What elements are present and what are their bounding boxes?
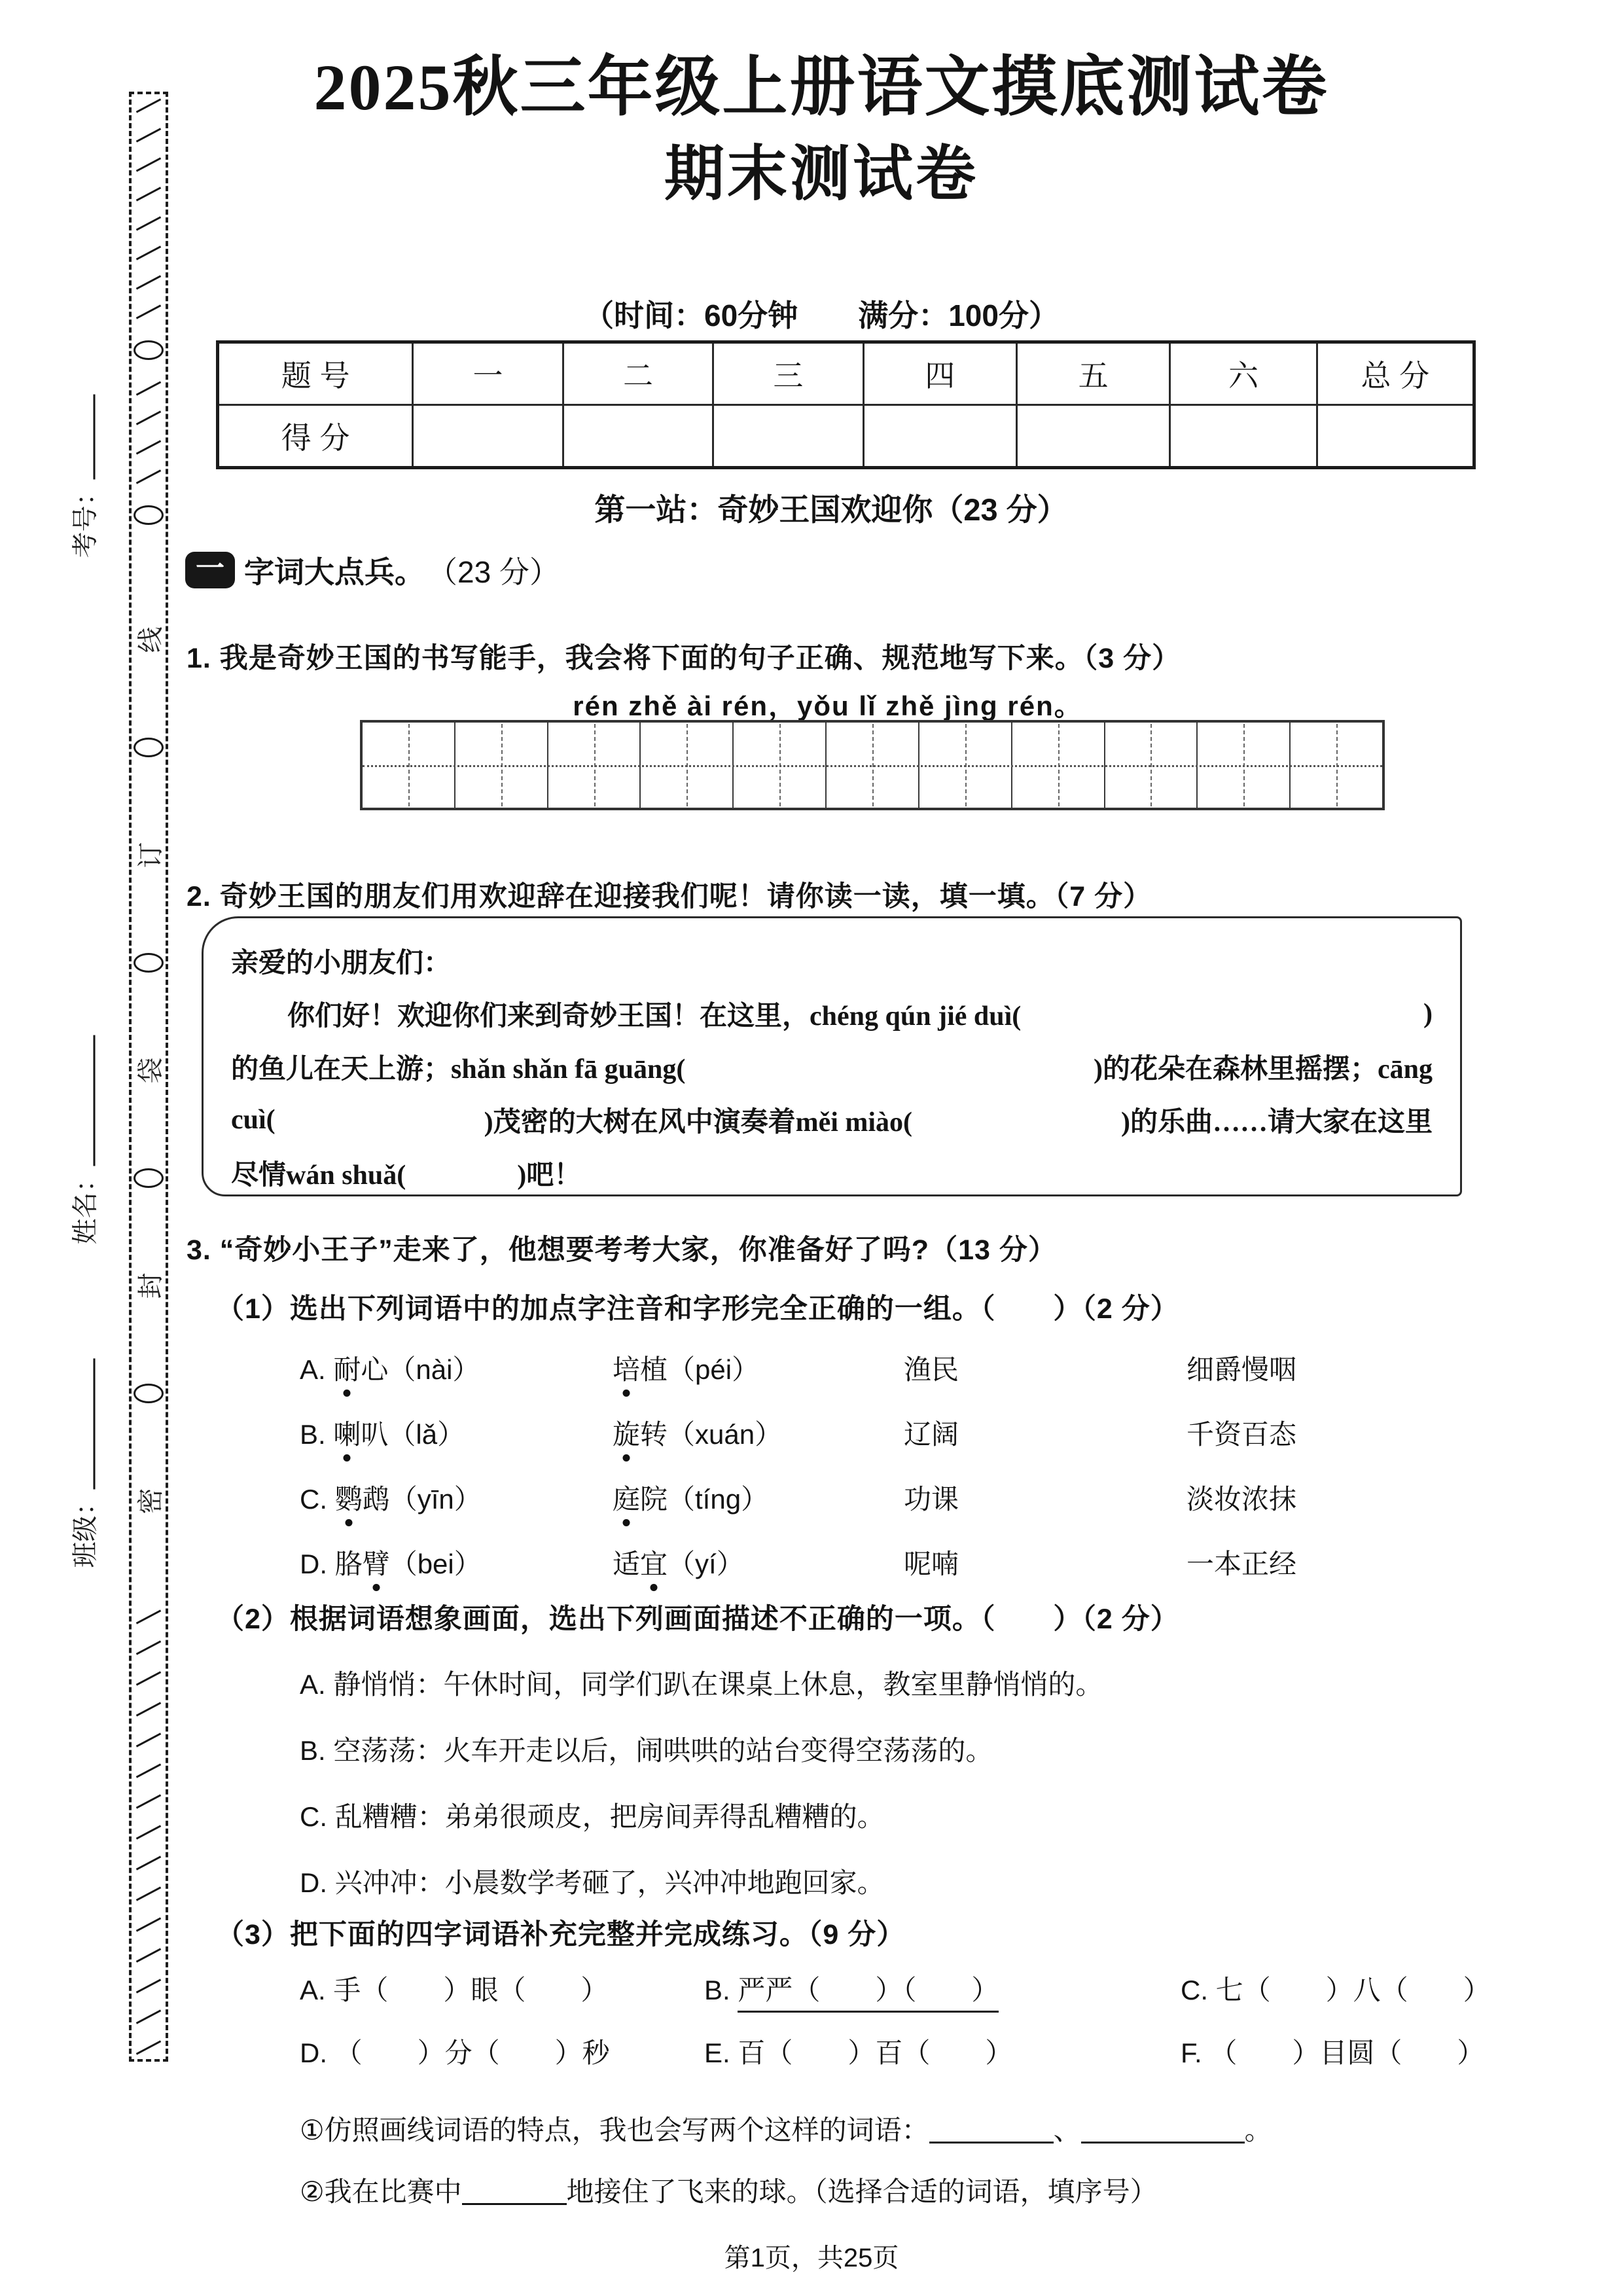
option-row[interactable]: C. 乱糟糟：弟弟很顽皮，把房间弄得乱糟糟的。: [300, 1801, 885, 1832]
section-number-badge: 一: [185, 552, 235, 588]
student-name-blank[interactable]: [86, 1035, 96, 1166]
answer-blank[interactable]: [929, 2118, 1054, 2144]
option-word: [904, 1543, 1186, 1582]
hatch-mark: [136, 1979, 161, 1993]
writing-grid[interactable]: [360, 720, 1385, 810]
score-table-header-cell: 四: [863, 342, 1016, 405]
word-text: 淡妆浓抹: [1186, 1483, 1297, 1515]
idiom-text: 七（ ）八（ ）: [1215, 1975, 1491, 2005]
idiom-letter: A.: [300, 1975, 334, 2005]
hatch-mark: [136, 381, 161, 395]
question3-1-stem: （1）选出下列词语中的加点字注音和字形完全正确的一组。（ ）（2 分）: [216, 1293, 1179, 1325]
idiom-letter: E.: [704, 2037, 738, 2068]
question3-2-stem: （2）根据词语想象画面，选出下列画面描述不正确的一项。（ ）（2 分）: [216, 1604, 1179, 1635]
letter-line-1: 你们好！欢迎你们来到奇妙王国！在这里，chéng qún jié duì( ): [287, 998, 1433, 1031]
word-text: 渔民: [904, 1354, 959, 1385]
word-text: 呢喃: [904, 1548, 959, 1579]
hatch-mark: [136, 1794, 161, 1808]
word-text: 心（nài）: [361, 1354, 480, 1385]
question3-stem: 3. “奇妙小王子”走来了，他想要考考大家，你准备好了吗?（13 分）: [187, 1234, 1057, 1266]
hatch-mark: [136, 187, 161, 201]
section-title: 字词大点兵。: [244, 555, 425, 589]
idiom-letter: F.: [1181, 2037, 1210, 2068]
option-word: [1186, 1478, 1478, 1517]
seal-char: 订: [136, 842, 166, 869]
writing-cell[interactable]: [1291, 723, 1382, 808]
hatch-mark: [136, 304, 161, 319]
hatch-mark: [136, 1640, 161, 1655]
seal-char: 线: [136, 626, 166, 653]
option-word: [300, 1478, 613, 1517]
option-row[interactable]: B. 空荡荡：火车开走以后，闹哄哄的站台变得空荡荡的。: [300, 1734, 993, 1766]
idiom-item[interactable]: [1181, 2032, 1623, 2071]
score-table-header-cell: 三: [713, 342, 863, 405]
dotted-char: 臂: [363, 1543, 390, 1582]
option-word: [613, 1478, 904, 1517]
writing-cell[interactable]: [548, 723, 641, 808]
option-row[interactable]: [300, 1465, 1478, 1530]
dotted-char: 耐: [333, 1348, 361, 1388]
option-word: [904, 1413, 1186, 1452]
hatch-mark: [136, 157, 161, 171]
page-footer: 第1页，共25页: [724, 2244, 899, 2272]
time-score-line: （时间：60分钟 满分：100分）: [584, 298, 1059, 332]
idiom-row: [300, 1957, 1623, 2020]
hatch-mark: [136, 128, 161, 142]
question1-stem: 1. 我是奇妙王国的书写能手，我会将下面的句子正确、规范地写下来。（3 分）: [187, 643, 1181, 674]
option-word: [904, 1478, 1186, 1517]
option-row[interactable]: [300, 1530, 1478, 1594]
option-row[interactable]: [300, 1335, 1478, 1400]
seal-char: 袋: [136, 1057, 166, 1084]
seal-characters: [134, 542, 164, 1599]
page-title: 2025秋三年级上册语文摸底测试卷: [313, 51, 1329, 124]
dotted-char: 旋: [613, 1413, 640, 1452]
word-text: 鹉（yīn）: [362, 1483, 482, 1515]
hatch-mark: [136, 410, 161, 425]
seal-line-strip: [129, 92, 168, 2062]
idiom-item[interactable]: [300, 1969, 704, 2008]
circle-mark: [134, 505, 164, 525]
option-letter: D.: [300, 1548, 335, 1579]
hatch-mark: [136, 440, 161, 454]
answer-blank[interactable]: [462, 2179, 567, 2205]
idiom-text: 手（ ）眼（ ）: [333, 1975, 609, 2005]
question3-3-sub2: ②我在比赛中 地接住了飞来的球。（选择合适的词语，填序号）: [300, 2176, 1158, 2207]
score-table-header-cell: 一: [413, 342, 563, 405]
word-text: （yí）: [668, 1548, 744, 1579]
class-blank[interactable]: [86, 1358, 96, 1489]
hatch-mark: [136, 245, 161, 260]
seal-char: 封: [136, 1272, 166, 1299]
word-text: 院（tíng）: [640, 1483, 769, 1515]
score-table-header-cell: 题 号: [218, 342, 413, 405]
idiom-item[interactable]: [704, 2032, 1181, 2071]
writing-cell[interactable]: [734, 723, 827, 808]
section-points: （23 分）: [427, 555, 560, 589]
dotted-char: 宜: [640, 1543, 668, 1582]
option-word: [613, 1348, 904, 1388]
word-text: 适: [613, 1548, 641, 1579]
option-word: [613, 1413, 904, 1452]
letter-line-3: cuì( )茂密的大树在风中演奏着měi miào( )的乐曲……请大家在这里: [231, 1104, 1433, 1138]
option-word: [300, 1413, 613, 1452]
option-word: [613, 1543, 904, 1582]
score-entry-cell[interactable]: [563, 405, 713, 468]
circle-mark: [134, 1384, 164, 1403]
letter-line-4: 尽情wán shuǎ( )吧！: [231, 1160, 582, 1191]
question3-2-options: [300, 1649, 1478, 1914]
dotted-char: 喇: [333, 1413, 361, 1452]
writing-cell[interactable]: [363, 723, 455, 808]
seal-char: 密: [136, 1488, 166, 1515]
circle-mark: [134, 1168, 164, 1188]
dotted-char: 庭: [613, 1478, 640, 1517]
word-text: 辽阔: [904, 1418, 959, 1450]
score-row-label: 得 分: [218, 405, 413, 468]
writing-cell[interactable]: [1198, 723, 1291, 808]
hatch-mark: [136, 2040, 161, 2054]
word-text: 一本正经: [1186, 1548, 1297, 1579]
question1-pinyin: rén zhě ài rén，yǒu lǐ zhě jìng rén。: [573, 691, 1083, 721]
idiom-text: 严严（ ）（ ）: [738, 1975, 999, 2013]
page-subtitle: 期末测试卷: [664, 141, 978, 207]
idiom-text: （ ）分（ ）秒: [334, 2037, 610, 2068]
hatch-mark: [136, 1671, 161, 1685]
option-word: [300, 1348, 613, 1388]
exam-number-label: 考号：: [65, 394, 102, 558]
welcome-letter-box: [202, 916, 1462, 1196]
option-row[interactable]: A. 静悄悄：午休时间，同学们趴在课桌上休息，教室里静悄悄的。: [300, 1668, 1103, 1700]
question3-3-stem: （3）把下面的四字词语补充完整并完成练习。（9 分）: [216, 1919, 906, 1950]
score-entry-cell[interactable]: [713, 405, 863, 468]
hatch-mark: [136, 1856, 161, 1870]
score-entry-cell[interactable]: [1317, 405, 1474, 468]
idiom-item[interactable]: [1181, 1969, 1623, 2008]
hatch-mark: [136, 1609, 161, 1624]
question3-3-items: [300, 1957, 1623, 2083]
hatch-mark: [136, 1732, 161, 1747]
exam-number-field[interactable]: [41, 401, 126, 558]
word-text: 功课: [904, 1483, 959, 1515]
answer-blank[interactable]: [1081, 2118, 1245, 2144]
station-heading: 第一站：奇妙王国欢迎你（23 分）: [594, 492, 1068, 527]
word-text: 细爵慢咽: [1186, 1354, 1297, 1385]
option-letter: B.: [300, 1418, 334, 1450]
hatch-mark: [136, 469, 161, 484]
question3-3-sub1: ①仿照画线词语的特点，我也会写两个这样的词语： 、 。: [300, 2115, 1272, 2145]
option-letter: C.: [300, 1483, 335, 1515]
option-word: [1186, 1413, 1478, 1452]
writing-cell[interactable]: [919, 723, 1012, 808]
writing-cell[interactable]: [1105, 723, 1198, 808]
score-table-header-cell: 六: [1170, 342, 1317, 405]
word-text: 转（xuán）: [640, 1418, 783, 1450]
idiom-letter: B.: [704, 1975, 738, 2005]
word-text: （bei）: [389, 1548, 482, 1579]
idiom-text: （ ）目圆（ ）: [1209, 2037, 1485, 2068]
circle-mark: [134, 738, 164, 757]
score-table-header-cell: 五: [1016, 342, 1169, 405]
exam-number-blank[interactable]: [86, 394, 96, 479]
letter-line-2: 的鱼儿在天上游；shǎn shǎn fā guāng( )的花朵在森林里摇摆；cāng: [231, 1054, 1433, 1085]
writing-cell[interactable]: [1012, 723, 1105, 808]
idiom-row: [300, 2020, 1623, 2083]
option-word: [1186, 1348, 1478, 1388]
score-entry-cell[interactable]: [1170, 405, 1317, 468]
hatch-mark: [136, 1702, 161, 1716]
hatch-mark: [136, 275, 161, 289]
option-letter: A.: [300, 1354, 334, 1385]
score-entry-cell[interactable]: [413, 405, 563, 468]
class-label: 班级：: [65, 1358, 102, 1568]
word-text: 千资百态: [1186, 1418, 1297, 1450]
circle-mark: [134, 340, 164, 360]
idiom-item[interactable]: [300, 2032, 704, 2071]
option-row[interactable]: D. 兴冲冲：小晨数学考砸了，兴冲冲地跑回家。: [300, 1867, 885, 1898]
score-entry-cell[interactable]: [1016, 405, 1169, 468]
hatch-mark: [136, 1917, 161, 1931]
word-text: 胳: [334, 1548, 363, 1579]
score-table-header-cell: 二: [563, 342, 713, 405]
section-one-heading: [185, 548, 560, 592]
hatch-mark: [136, 1825, 161, 1839]
option-word: [300, 1543, 613, 1582]
score-entry-cell[interactable]: [863, 405, 1016, 468]
student-name-label: 姓名：: [65, 1035, 102, 1244]
question2-stem: 2. 奇妙王国的朋友们用欢迎辞在迎接我们呢！请你读一读，填一填。（7 分）: [187, 881, 1152, 912]
option-row[interactable]: [300, 1400, 1478, 1465]
writing-cell[interactable]: [827, 723, 919, 808]
word-text: 植（péi）: [640, 1354, 760, 1385]
option-word: [1186, 1543, 1478, 1582]
hatch-mark: [136, 1886, 161, 1901]
class-field[interactable]: [41, 1342, 126, 1584]
writing-cell[interactable]: [641, 723, 734, 808]
student-name-field[interactable]: [41, 1018, 126, 1261]
dotted-char: 培: [613, 1348, 640, 1388]
score-table: [216, 340, 1476, 469]
hatch-mark: [136, 98, 161, 113]
idiom-letter: C.: [1181, 1975, 1216, 2005]
hatch-mark: [136, 1763, 161, 1778]
seal-hatch-bottom: [135, 1599, 162, 2049]
idiom-item[interactable]: [704, 1969, 1181, 2008]
circle-mark: [134, 953, 164, 973]
hatch-mark: [136, 1948, 161, 1962]
writing-cell[interactable]: [455, 723, 548, 808]
seal-hatch-top: [134, 105, 164, 542]
option-word: [904, 1348, 1186, 1388]
hatch-mark: [136, 216, 161, 230]
question3-1-options: [300, 1335, 1478, 1594]
dotted-char: 鹦: [335, 1478, 363, 1517]
idiom-text: 百（ ）百（ ）: [738, 2037, 1013, 2068]
hatch-mark: [136, 2009, 161, 2024]
score-table-header-cell: 总 分: [1317, 342, 1474, 405]
letter-salutation: 亲爱的小朋友们：: [231, 948, 452, 978]
idiom-letter: D.: [300, 2037, 335, 2068]
word-text: 叭（lǎ）: [361, 1418, 465, 1450]
